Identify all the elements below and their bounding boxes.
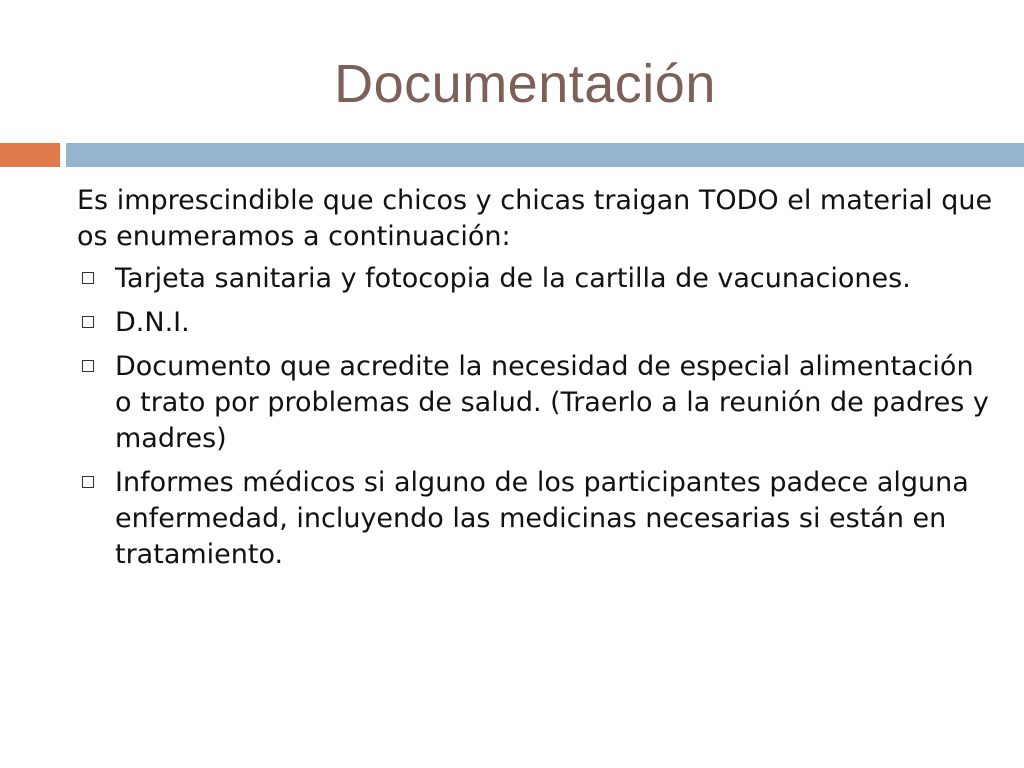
square-bullet-icon	[82, 476, 94, 488]
list-item	[77, 261, 997, 297]
document-list	[77, 261, 997, 573]
slide-title: Documentación	[334, 54, 716, 114]
list-item	[77, 305, 997, 341]
list-item-text: Documento que acredite la necesidad de especial alimentación o trato por problemas de salud. (Traerlo a la reunión de padres y madres)	[115, 351, 989, 454]
list-item-text: Informes médicos si alguno de los participantes padece alguna enfermedad, incluyendo las medicinas necesarias si están en tratamiento.	[115, 467, 969, 570]
square-bullet-icon	[82, 272, 94, 284]
list-item	[77, 465, 997, 573]
list-item-text: D.N.I.	[115, 307, 190, 338]
square-bullet-icon	[82, 316, 94, 328]
accent-bar-blue	[66, 143, 1024, 167]
square-bullet-icon	[82, 360, 94, 372]
list-item-text: Tarjeta sanitaria y fotocopia de la cartilla de vacunaciones.	[115, 263, 911, 294]
slide-body	[77, 183, 997, 581]
list-item	[77, 349, 997, 457]
intro-paragraph: Es imprescindible que chicos y chicas traigan TODO el material que os enumeramos a continuación:	[77, 185, 993, 252]
accent-bar-orange	[0, 143, 60, 167]
